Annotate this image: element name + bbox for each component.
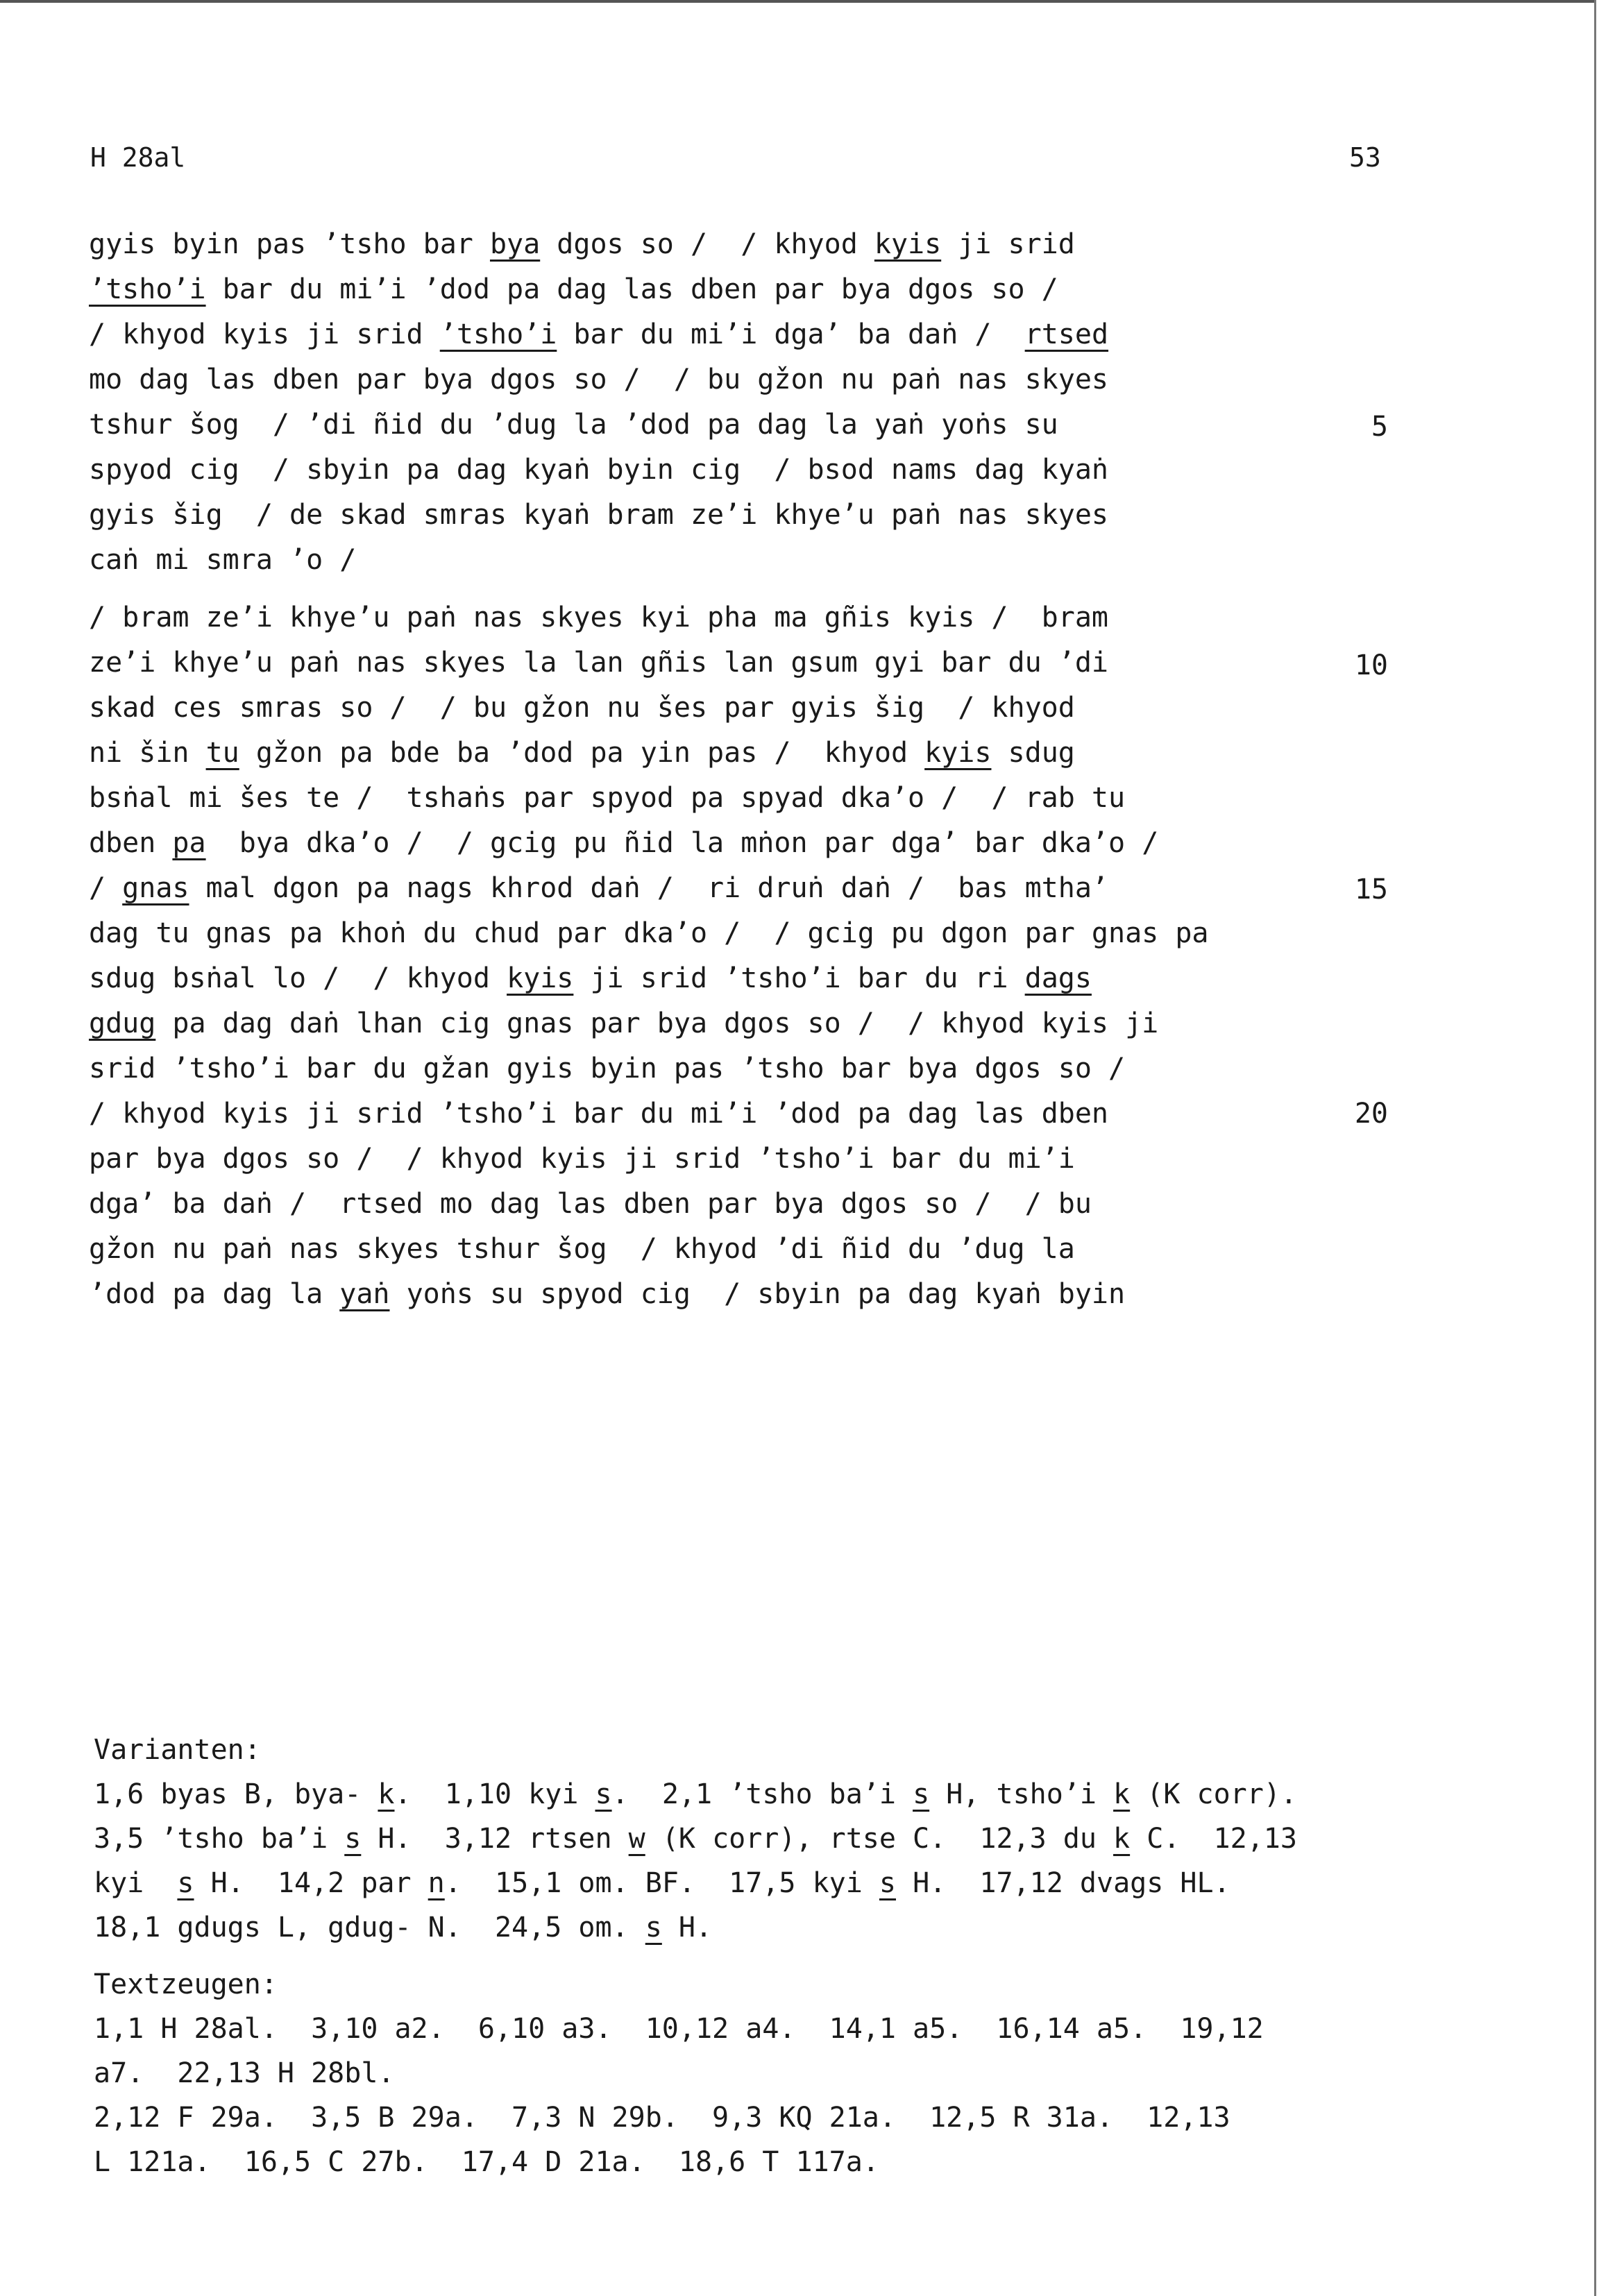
body-text-line xyxy=(89,776,1352,821)
text-segment: mo dag las dben par bya dgos so / / bu gžon nu paṅ nas skyes xyxy=(89,364,1109,396)
text-segment: / xyxy=(89,872,123,904)
textzeugen-heading: Textzeugen: xyxy=(94,1968,278,2000)
text-segment: ze’i khye’u paṅ nas skyes la lan gñis lan gsum gyi bar du ’di xyxy=(89,647,1109,679)
text-segment: dga’ ba daṅ / rtsed mo dag las dben par bya dgos so / / bu xyxy=(89,1188,1092,1220)
text-segment: gžon nu paṅ nas skyes tshur šog / khyod ’di ñid du ’dug la xyxy=(89,1233,1075,1265)
tibetan-transliteration-text xyxy=(89,222,1352,1317)
body-text-line xyxy=(89,493,1352,538)
line-number-20: 20 xyxy=(1354,1098,1388,1130)
text-segment: dgos so / / khyod xyxy=(540,228,874,260)
textzeugen-line xyxy=(94,2140,1482,2184)
top-border-line xyxy=(0,0,1596,3)
line-number-5: 5 xyxy=(1371,411,1388,443)
text-segment: 3,5 ’tsho ba’i xyxy=(94,1823,345,1855)
underlined-word: dags xyxy=(1024,962,1092,994)
text-segment: gyis šig / de skad smras kyaṅ bram ze’i khye’u paṅ nas skyes xyxy=(89,499,1109,531)
textzeugen-line xyxy=(94,2007,1482,2051)
text-segment: H. xyxy=(661,1912,713,1944)
body-text-line xyxy=(89,222,1352,267)
text-segment: bar du mi’i dga’ ba daṅ / xyxy=(557,318,1025,350)
text-segment: ji srid ’tsho’i bar du ri xyxy=(573,962,1025,994)
underlined-word: k xyxy=(1113,1778,1131,1810)
text-segment: H, tsho’i xyxy=(929,1778,1114,1810)
body-text-line xyxy=(89,956,1352,1001)
paragraph-1 xyxy=(89,222,1352,583)
body-text-line xyxy=(89,1091,1352,1137)
underlined-word: s xyxy=(879,1867,896,1899)
text-segment: sdug bsṅal lo / / khyod xyxy=(89,962,507,994)
underlined-word: pa xyxy=(172,827,206,859)
body-text-line xyxy=(89,686,1352,731)
underlined-word: kyis xyxy=(874,228,942,260)
underlined-word: bya xyxy=(489,228,541,260)
body-text-line xyxy=(89,448,1352,493)
underlined-word: rtsed xyxy=(1024,318,1109,350)
text-segment: bsṅal mi šes te / tshaṅs par spyod pa spyad dka’o / / rab tu xyxy=(89,782,1126,814)
text-segment: sdug xyxy=(991,737,1075,769)
text-segment: yoṅs su spyod cig / sbyin pa dag kyaṅ byin xyxy=(389,1278,1126,1310)
text-segment: . 15,1 om. BF. 17,5 kyi xyxy=(444,1867,879,1899)
varianten-heading: Varianten: xyxy=(94,1734,261,1766)
body-text-line xyxy=(89,267,1352,312)
body-text-line xyxy=(89,1272,1352,1317)
underlined-word: k xyxy=(1113,1823,1131,1855)
underlined-word: s xyxy=(344,1823,362,1855)
right-border-line xyxy=(1594,0,1596,2296)
text-segment: gžon pa bde ba ’dod pa yin pas / khyod xyxy=(239,737,925,769)
body-text-line xyxy=(89,640,1352,686)
underlined-word: k xyxy=(378,1778,395,1810)
underlined-word: gdug xyxy=(89,1007,156,1039)
text-segment: C. 12,13 xyxy=(1130,1823,1297,1855)
body-text-line xyxy=(89,1182,1352,1227)
text-segment: pa dag daṅ lhan cig gnas par bya dgos so / / khyod kyis ji xyxy=(155,1007,1159,1039)
textzeugen-line xyxy=(94,2051,1482,2095)
body-text-line xyxy=(89,1227,1352,1272)
page-number: 53 xyxy=(1349,142,1381,173)
body-text-line xyxy=(89,357,1352,402)
underlined-word: yaṅ xyxy=(339,1278,390,1310)
text-segment: gyis byin pas ’tsho bar xyxy=(89,228,490,260)
varianten-line xyxy=(94,1772,1482,1817)
line-number-15: 15 xyxy=(1354,874,1388,905)
varianten-line xyxy=(94,1861,1482,1905)
text-segment: (K corr). xyxy=(1130,1778,1297,1810)
varianten-line xyxy=(94,1905,1482,1950)
body-text-line xyxy=(89,402,1352,448)
underlined-word: s xyxy=(595,1778,612,1810)
text-segment: L 121a. 16,5 C 27b. 17,4 D 21a. 18,6 T 117a. xyxy=(94,2146,879,2178)
text-segment: . 2,1 ’tsho ba’i xyxy=(611,1778,913,1810)
text-segment: 1,1 H 28al. 3,10 a2. 6,10 a3. 10,12 a4. 14,1 a5. 16,14 a5. 19,12 xyxy=(94,2013,1264,2045)
text-segment: skad ces smras so / / bu gžon nu šes par gyis šig / khyod xyxy=(89,692,1075,724)
text-segment: spyod cig / sbyin pa dag kyaṅ byin cig / bsod nams dag kyaṅ xyxy=(89,454,1109,486)
text-segment: ji srid xyxy=(941,228,1075,260)
text-segment: bar du mi’i ’dod pa dag las dben par bya dgos so / xyxy=(205,273,1058,305)
text-segment: dag tu gnas pa khoṅ du chud par dka’o / / gcig pu dgon par gnas pa xyxy=(89,917,1209,949)
body-text-line xyxy=(89,1137,1352,1182)
text-segment: . 1,10 kyi xyxy=(394,1778,595,1810)
underlined-word: w xyxy=(628,1823,645,1855)
underlined-word: n xyxy=(428,1867,445,1899)
body-text-line xyxy=(89,312,1352,357)
text-segment: tshur šog / ’di ñid du ’dug la ’dod pa dag la yaṅ yoṅs su xyxy=(89,409,1058,441)
underlined-word: gnas xyxy=(122,872,189,904)
body-text-line xyxy=(89,595,1352,640)
underlined-word: s xyxy=(645,1912,662,1944)
text-segment: H. 3,12 rtsen xyxy=(361,1823,629,1855)
varianten-list xyxy=(94,1772,1482,1950)
underlined-word: ’tsho’i xyxy=(439,318,557,350)
underlined-word: tu xyxy=(205,737,239,769)
text-segment: srid ’tsho’i bar du gžan gyis byin pas ’tsho bar bya dgos so / xyxy=(89,1053,1126,1085)
text-segment: par bya dgos so / / khyod kyis ji srid ’tsho’i bar du mi’i xyxy=(89,1143,1075,1175)
text-segment: H. 17,12 dvags HL. xyxy=(896,1867,1230,1899)
paragraph-2 xyxy=(89,595,1352,1317)
varianten-line xyxy=(94,1817,1482,1861)
text-segment: 18,1 gdugs L, gdug- N. 24,5 om. xyxy=(94,1912,645,1944)
apparatus-notes xyxy=(94,1728,1482,2184)
text-segment: (K corr), rtse C. 12,3 du xyxy=(645,1823,1114,1855)
text-segment: 2,12 F 29a. 3,5 B 29a. 7,3 N 29b. 9,3 KQ 21a. 12,5 R 31a. 12,13 xyxy=(94,2102,1230,2134)
text-segment: mal dgon pa nags khrod daṅ / ri druṅ daṅ / bas mtha’ xyxy=(189,872,1109,904)
text-segment: ni šin xyxy=(89,737,206,769)
body-text-line xyxy=(89,821,1352,866)
text-segment: bya dka’o / / gcig pu ñid la mṅon par dga’ bar dka’o / xyxy=(205,827,1159,859)
underlined-word: ’tsho’i xyxy=(89,273,206,305)
text-segment: a7. 22,13 H 28bl. xyxy=(94,2057,395,2089)
page-sigla: H 28al xyxy=(90,142,186,173)
body-text-line xyxy=(89,538,1352,583)
text-segment: caṅ mi smra ’o / xyxy=(89,544,357,576)
body-text-line xyxy=(89,911,1352,956)
underlined-word: kyis xyxy=(507,962,574,994)
text-segment: 1,6 byas B, bya- xyxy=(94,1778,378,1810)
textzeugen-line xyxy=(94,2095,1482,2140)
text-segment: kyi xyxy=(94,1867,178,1899)
underlined-word: s xyxy=(913,1778,930,1810)
underlined-word: kyis xyxy=(924,737,992,769)
line-number-10: 10 xyxy=(1354,649,1388,681)
underlined-word: s xyxy=(177,1867,194,1899)
body-text-line xyxy=(89,1001,1352,1046)
body-text-line xyxy=(89,1046,1352,1091)
body-text-line xyxy=(89,866,1352,911)
text-segment: H. 14,2 par xyxy=(194,1867,428,1899)
text-segment: ’dod pa dag la xyxy=(89,1278,340,1310)
text-segment: / khyod kyis ji srid xyxy=(89,318,440,350)
textzeugen-list xyxy=(94,2007,1482,2184)
text-segment: dben xyxy=(89,827,173,859)
text-segment: / bram ze’i khye’u paṅ nas skyes kyi pha ma gñis kyis / bram xyxy=(89,602,1109,633)
body-text-line xyxy=(89,731,1352,776)
text-segment: / khyod kyis ji srid ’tsho’i bar du mi’i ’dod pa dag las dben xyxy=(89,1098,1109,1130)
